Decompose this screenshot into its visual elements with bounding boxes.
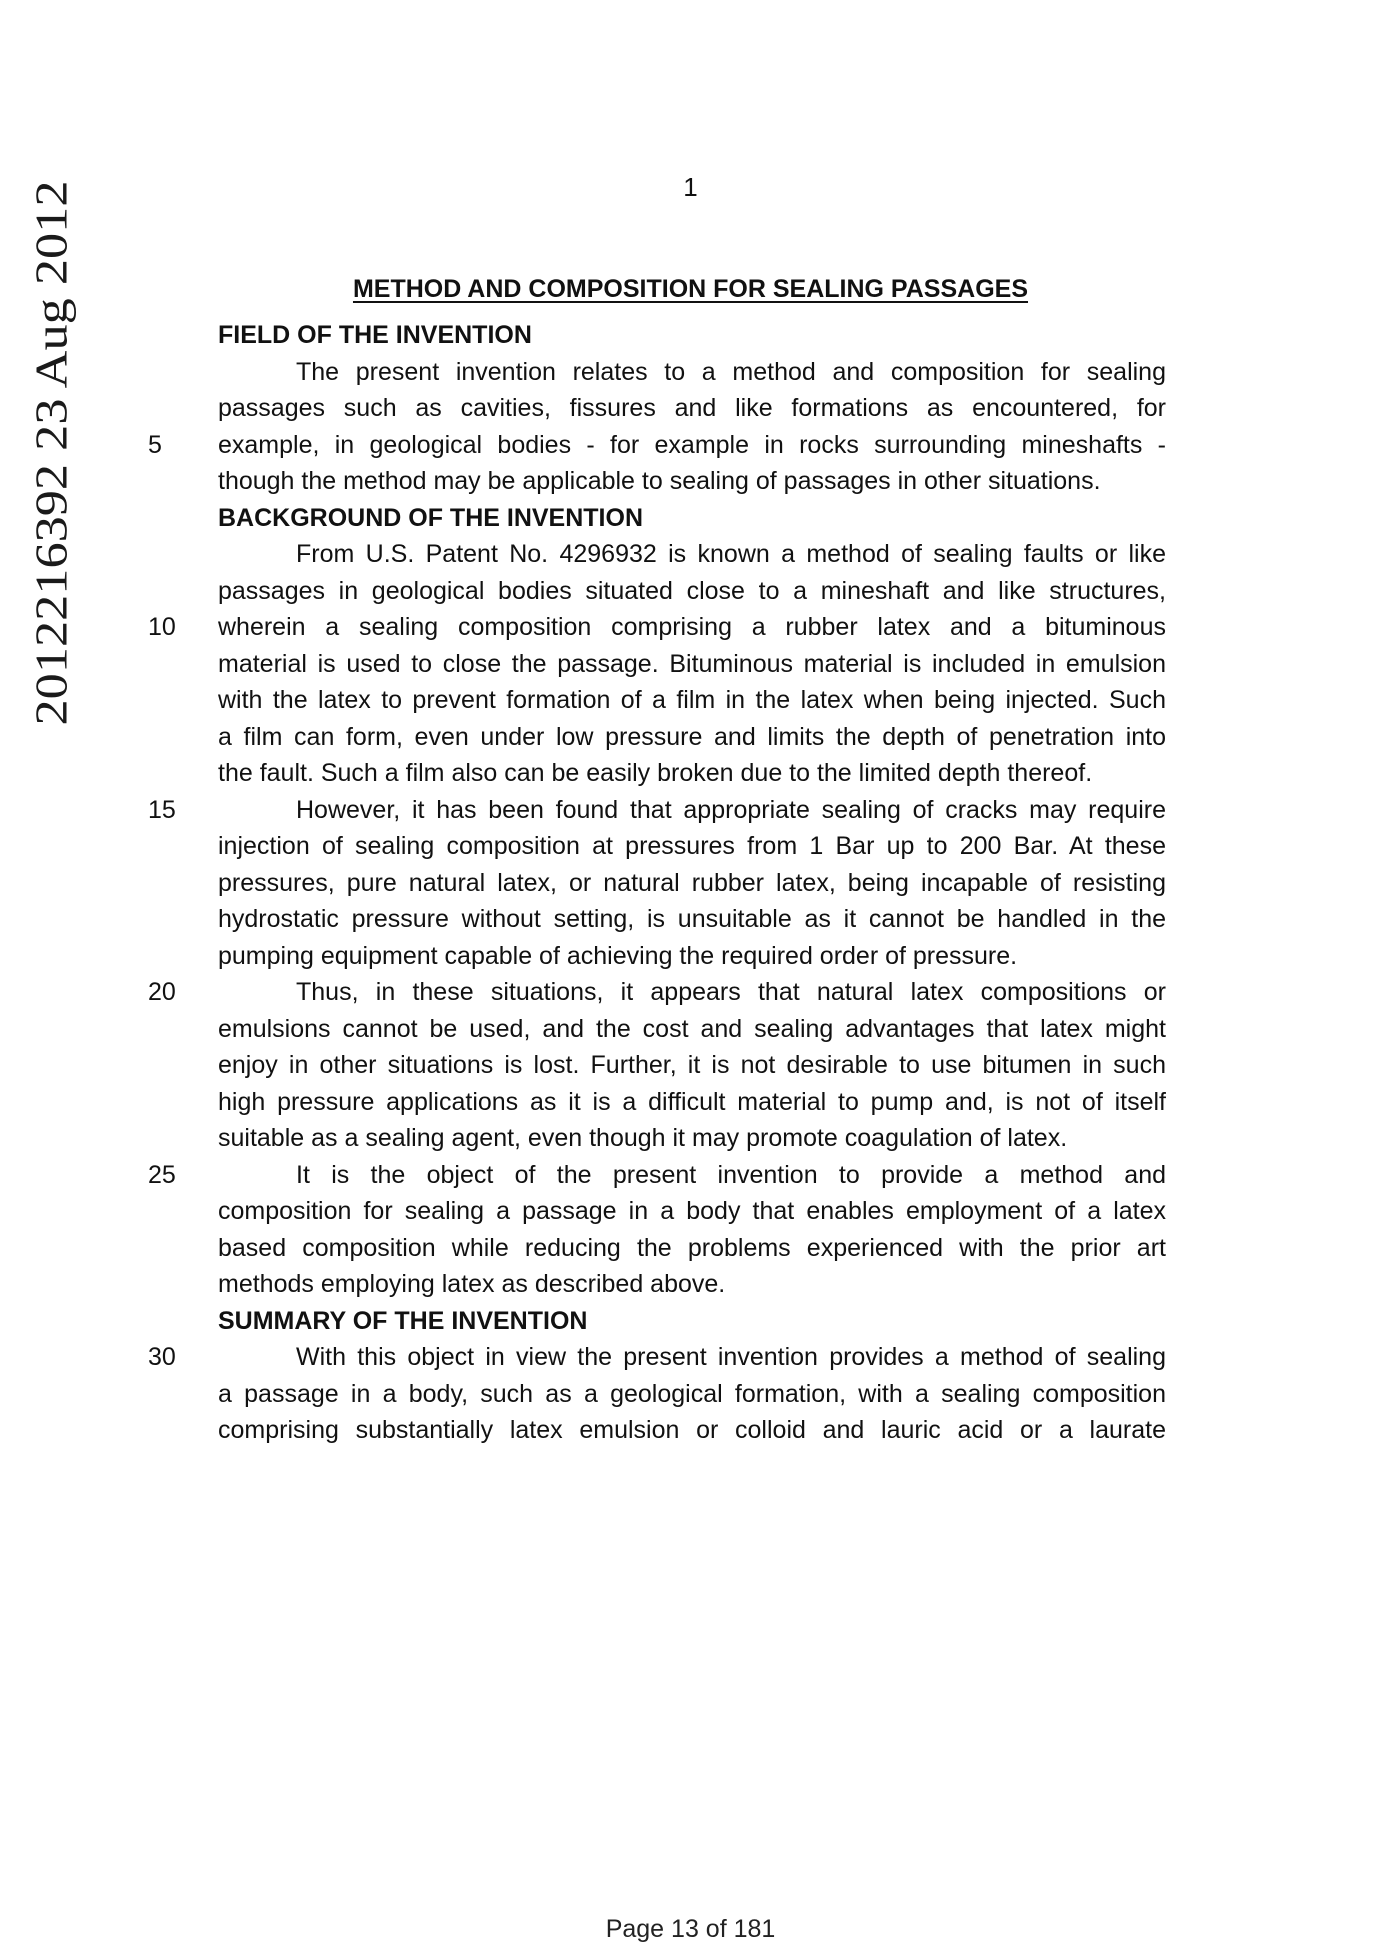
text-line: a passage in a body, such as a geological formation, with a sealing composition (218, 1380, 1166, 1408)
text-line: wherein a sealing composition comprising a rubber latex and a bituminous (218, 613, 1166, 641)
text-line: The present invention relates to a method and composition for sealing (296, 358, 1166, 386)
section-heading: SUMMARY OF THE INVENTION (218, 1307, 588, 1335)
text-line: methods employing latex as described above. (218, 1270, 726, 1298)
text-line: Thus, in these situations, it appears that natural latex compositions or (296, 978, 1166, 1006)
text-line: hydrostatic pressure without setting, is unsuitable as it cannot be handled in the (218, 905, 1166, 933)
text-line: It is the object of the present invention to provide a method and (296, 1161, 1166, 1189)
text-line: based composition while reducing the problems experienced with the prior art (218, 1234, 1166, 1262)
text-line: comprising substantially latex emulsion or colloid and lauric acid or a laurate (218, 1416, 1166, 1444)
text-line: passages in geological bodies situated close to a mineshaft and like structures, (218, 577, 1166, 605)
text-line: passages such as cavities, fissures and like formations as encountered, for (218, 394, 1166, 422)
section-heading: BACKGROUND OF THE INVENTION (218, 504, 643, 532)
line-number: 15 (148, 796, 176, 824)
page-footer: Page 13 of 181 (605, 1915, 776, 1943)
text-line: However, it has been found that appropriate sealing of cracks may require (296, 796, 1166, 824)
text-line: composition for sealing a passage in a body that enables employment of a latex (218, 1197, 1166, 1225)
page-number-top: 1 (683, 172, 698, 202)
document-title: METHOD AND COMPOSITION FOR SEALING PASSAGES (352, 275, 1029, 303)
text-line: material is used to close the passage. Bituminous material is included in emulsion (218, 650, 1166, 678)
line-number: 10 (148, 613, 176, 641)
line-number: 20 (148, 978, 176, 1006)
text-line: example, in geological bodies - for example in rocks surrounding mineshafts - (218, 431, 1166, 459)
text-line: enjoy in other situations is lost. Further, it is not desirable to use bitumen in such (218, 1051, 1166, 1079)
line-number: 30 (148, 1343, 176, 1371)
side-stamp (6, 178, 106, 728)
line-number: 25 (148, 1161, 176, 1189)
text-line: injection of sealing composition at pressures from 1 Bar up to 200 Bar. At these (218, 832, 1166, 860)
text-line: pressures, pure natural latex, or natural rubber latex, being incapable of resisting (218, 869, 1166, 897)
text-line: high pressure applications as it is a difficult material to pump and, is not of itself (218, 1088, 1166, 1116)
side-stamp-text: 2012216392 23 Aug 2012 (25, 246, 77, 726)
section-heading: FIELD OF THE INVENTION (218, 321, 532, 349)
side-stamp-graphic (6, 178, 106, 728)
text-line: pumping equipment capable of achieving the required order of pressure. (218, 942, 1018, 970)
line-number: 5 (148, 431, 162, 459)
text-line: suitable as a sealing agent, even though it may promote coagulation of latex. (218, 1124, 1068, 1152)
text-line: with the latex to prevent formation of a film in the latex when being injected. Such (218, 686, 1166, 714)
text-line: a film can form, even under low pressure and limits the depth of penetration into (218, 723, 1166, 751)
text-line: emulsions cannot be used, and the cost and sealing advantages that latex might (218, 1015, 1166, 1043)
text-line: With this object in view the present invention provides a method of sealing (296, 1343, 1166, 1371)
text-line: though the method may be applicable to sealing of passages in other situations. (218, 467, 1101, 495)
text-line: the fault. Such a film also can be easily broken due to the limited depth thereof. (218, 759, 1093, 787)
text-line: From U.S. Patent No. 4296932 is known a method of sealing faults or like (296, 540, 1166, 568)
